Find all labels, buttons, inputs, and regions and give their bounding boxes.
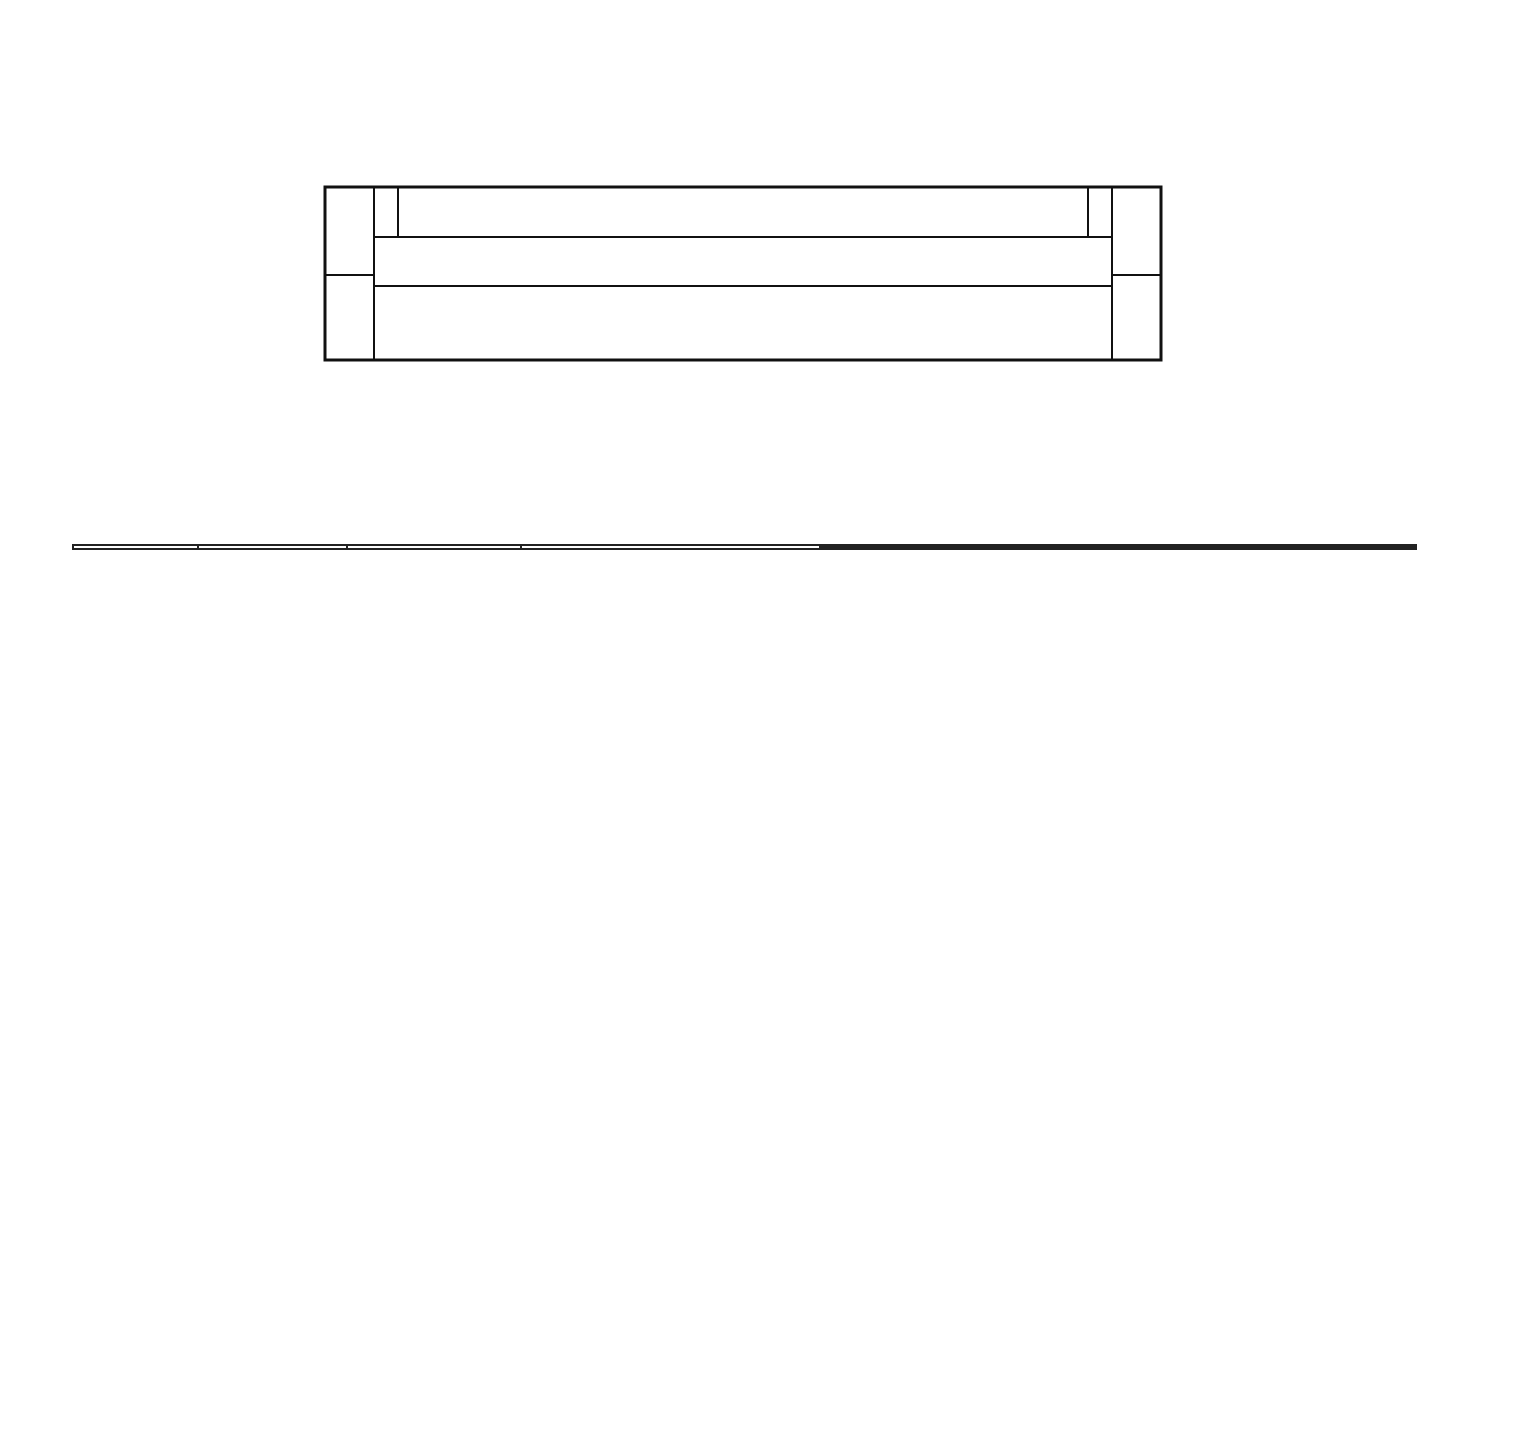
header-terminal-sign [347,545,521,549]
header-description [521,545,820,549]
header-results [1193,547,1416,549]
header-wire-color [198,545,347,549]
header-terminal-number [73,545,198,549]
connector-diagram [0,0,1536,440]
header-conditions [969,547,1193,549]
terminal-table [72,544,1417,550]
header-terminal [820,547,969,549]
